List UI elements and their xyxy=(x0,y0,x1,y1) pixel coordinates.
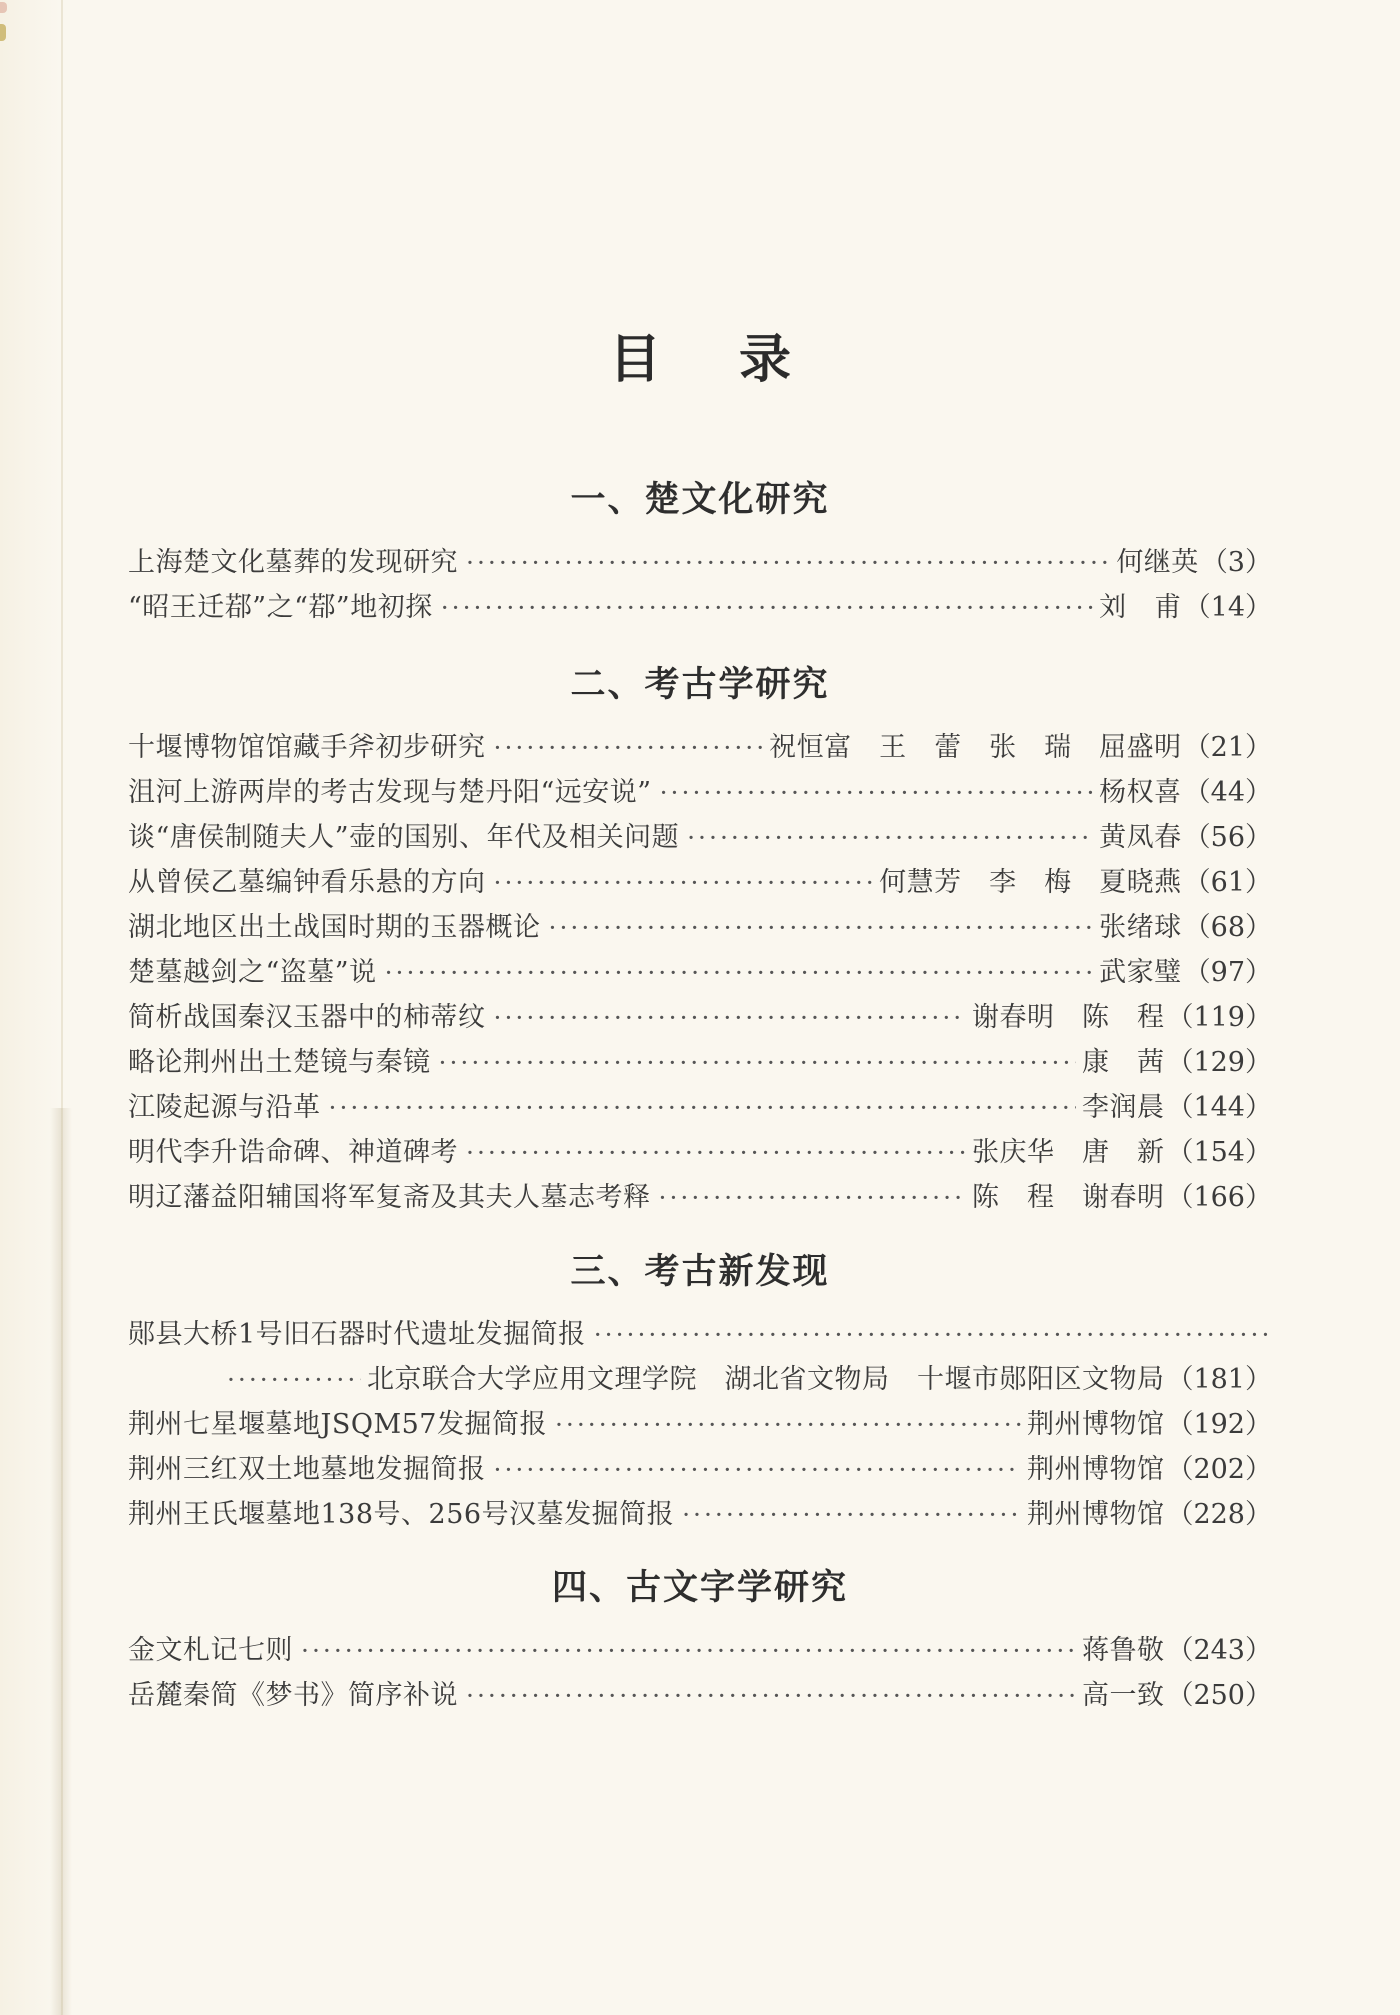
toc-entry xyxy=(128,725,1272,770)
entry-authors: 黄凤春 xyxy=(1099,822,1182,853)
section-2-entries xyxy=(128,725,1272,1220)
entry-page: （202） xyxy=(1166,1454,1272,1485)
dot-leader xyxy=(586,1312,1272,1357)
dot-leader xyxy=(227,1357,361,1402)
toc-entry xyxy=(128,1085,1272,1130)
section-3-entries xyxy=(128,1312,1272,1537)
entry-authors: 谢春明 陈 程 xyxy=(971,1002,1165,1033)
entry-page: （21） xyxy=(1183,732,1272,763)
entry-title: 明代李升诰命碑、神道碑考 xyxy=(128,1137,458,1168)
toc-entry xyxy=(128,995,1272,1040)
dot-leader xyxy=(651,1175,966,1220)
entry-page: （243） xyxy=(1166,1635,1272,1666)
entry-title: 荆州七星堰墓地JSQM57发掘简报 xyxy=(128,1409,547,1440)
entry-page: （119） xyxy=(1166,1002,1272,1033)
entry-page: （129） xyxy=(1166,1047,1272,1078)
entry-title: 郧县大桥1号旧石器时代遗址发掘简报 xyxy=(128,1319,586,1350)
entry-authors: 何继英 xyxy=(1116,547,1199,578)
page-gutter-shadow xyxy=(50,1108,72,2015)
section-4-entries xyxy=(128,1628,1272,1718)
entry-title: 荆州三红双土地墓地发掘简报 xyxy=(128,1454,486,1485)
toc-entry-continuation xyxy=(128,1357,1272,1402)
entry-title: 湖北地区出土战国时期的玉器概论 xyxy=(128,912,541,943)
entry-title: 楚墓越剑之“盗墓”说 xyxy=(128,957,377,988)
entry-authors: 荆州博物馆 xyxy=(1026,1454,1165,1485)
toc-entry xyxy=(128,1312,1272,1357)
dot-leader xyxy=(486,995,966,1040)
scan-edge-mark xyxy=(0,24,6,41)
dot-leader xyxy=(433,585,1093,630)
toc-entry xyxy=(128,1628,1272,1673)
entry-authors: 张庆华 唐 新 xyxy=(971,1137,1165,1168)
entry-page: （250） xyxy=(1166,1680,1272,1711)
entry-title: 沮河上游两岸的考古发现与楚丹阳“远安说” xyxy=(128,777,652,808)
entry-title: 明辽藩益阳辅国将军复斋及其夫人墓志考释 xyxy=(128,1182,651,1213)
toc-entry xyxy=(128,1447,1272,1492)
entry-page: （56） xyxy=(1183,822,1272,853)
entry-authors: 荆州博物馆 xyxy=(1026,1409,1165,1440)
entry-title: 简析战国秦汉玉器中的柿蒂纹 xyxy=(128,1002,486,1033)
entry-authors: 祝恒富 王 蕾 张 瑞 屈盛明 xyxy=(769,732,1182,763)
entry-authors: 武家璧 xyxy=(1099,957,1182,988)
toc-entry xyxy=(128,1492,1272,1537)
toc-entry xyxy=(128,815,1272,860)
toc-entry xyxy=(128,1402,1272,1447)
entry-page: （14） xyxy=(1183,592,1272,623)
entry-page: （181） xyxy=(1166,1364,1272,1395)
section-heading-2: 二、考古学研究 xyxy=(570,665,830,705)
section-heading-1: 一、楚文化研究 xyxy=(570,480,830,520)
dot-leader xyxy=(652,770,1094,815)
entry-page: （154） xyxy=(1166,1137,1272,1168)
entry-authors: 高一致 xyxy=(1081,1680,1165,1711)
dot-leader xyxy=(458,1130,966,1175)
entry-page: （61） xyxy=(1183,867,1272,898)
entry-title: 上海楚文化墓葬的发现研究 xyxy=(128,547,458,578)
toc-entry xyxy=(128,1040,1272,1085)
entry-title: 荆州王氏堰墓地138号、256号汉墓发掘简报 xyxy=(128,1499,675,1530)
toc-entry xyxy=(128,770,1272,815)
dot-leader xyxy=(458,1673,1076,1718)
entry-authors: 何慧芳 李 梅 夏晓燕 xyxy=(879,867,1182,898)
dot-leader xyxy=(486,1447,1021,1492)
dot-leader xyxy=(486,860,874,905)
entry-authors: 康 茜 xyxy=(1081,1047,1165,1078)
entry-authors: 杨权喜 xyxy=(1099,777,1182,808)
entry-title: 从曾侯乙墓编钟看乐悬的方向 xyxy=(128,867,486,898)
entry-title: 岳麓秦简《梦书》简序补说 xyxy=(128,1680,458,1711)
toc-entry xyxy=(128,1130,1272,1175)
dot-leader xyxy=(458,540,1110,585)
page-title-char: 目 xyxy=(608,328,661,390)
page-title xyxy=(128,326,1272,390)
entry-page: （192） xyxy=(1166,1409,1272,1440)
entry-authors: 北京联合大学应用文理学院 湖北省文物局 十堰市郧阳区文物局 xyxy=(366,1364,1165,1395)
entry-authors: 李润晨 xyxy=(1081,1092,1165,1123)
dot-leader xyxy=(547,1402,1021,1447)
dot-leader xyxy=(321,1085,1076,1130)
dot-leader xyxy=(293,1628,1076,1673)
dot-leader xyxy=(679,815,1093,860)
dot-leader xyxy=(377,950,1094,995)
dot-leader xyxy=(674,1492,1021,1537)
entry-title: 略论荆州出土楚镜与秦镜 xyxy=(128,1047,431,1078)
entry-authors: 陈 程 谢春明 xyxy=(971,1182,1165,1213)
toc-entry xyxy=(128,1673,1272,1718)
entry-page: （44） xyxy=(1183,777,1272,808)
entry-page: （3） xyxy=(1200,547,1272,578)
entry-title: 江陵起源与沿革 xyxy=(128,1092,321,1123)
entry-page: （68） xyxy=(1183,912,1272,943)
toc-entry xyxy=(128,540,1272,585)
section-heading-3: 三、考古新发现 xyxy=(570,1252,830,1292)
entry-title: 金文札记七则 xyxy=(128,1635,293,1666)
entry-authors: 蒋鲁敬 xyxy=(1081,1635,1165,1666)
scan-edge-mark xyxy=(0,2,7,13)
entry-authors: 张绪球 xyxy=(1099,912,1182,943)
entry-page: （144） xyxy=(1166,1092,1272,1123)
entry-title: 谈“唐侯制随夫人”壶的国别、年代及相关问题 xyxy=(128,822,680,853)
dot-leader xyxy=(486,725,764,770)
section-1-entries xyxy=(128,540,1272,630)
toc-entry xyxy=(128,1175,1272,1220)
entry-title: “昭王迁鄀”之“鄀”地初探 xyxy=(128,592,433,623)
entry-authors: 荆州博物馆 xyxy=(1026,1499,1165,1530)
entry-authors: 刘 甫 xyxy=(1099,592,1182,623)
toc-entry xyxy=(128,950,1272,995)
toc-entry xyxy=(128,585,1272,630)
dot-leader xyxy=(431,1040,1076,1085)
page-title-char: 录 xyxy=(739,328,792,390)
entry-page: （228） xyxy=(1166,1499,1272,1530)
dot-leader xyxy=(541,905,1094,950)
entry-page: （97） xyxy=(1183,957,1272,988)
toc-content xyxy=(128,0,1272,1718)
toc-entry xyxy=(128,860,1272,905)
entry-title: 十堰博物馆馆藏手斧初步研究 xyxy=(128,732,486,763)
toc-entry xyxy=(128,905,1272,950)
section-heading-4: 四、古文字学研究 xyxy=(551,1568,848,1608)
entry-page: （166） xyxy=(1166,1182,1272,1213)
